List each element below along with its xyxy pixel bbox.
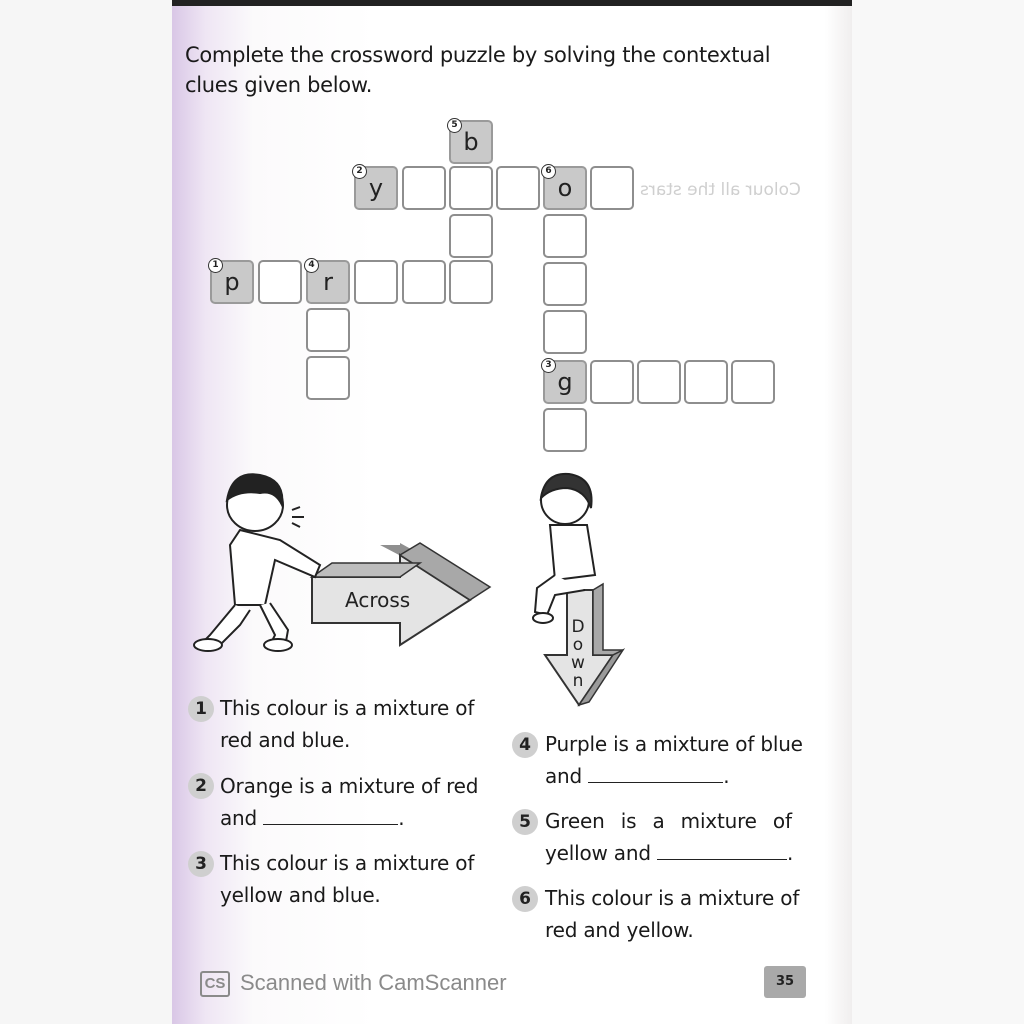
- crossword-cell[interactable]: [684, 360, 728, 404]
- clue-2-line-1: Orange is a mixture of red: [220, 774, 479, 798]
- clue-3-text: [220, 847, 474, 911]
- clue-2-text: [220, 770, 478, 834]
- camscanner-watermark-text: Scanned with CamScanner: [240, 970, 507, 995]
- clue-3-number: 3: [188, 851, 214, 877]
- clue-4-line-2-suffix: .: [723, 764, 730, 788]
- clue-4-text: [545, 728, 803, 792]
- clue-6-number: 6: [512, 886, 538, 912]
- clue-2-line-2: [220, 802, 478, 834]
- cell-letter: p: [224, 268, 240, 296]
- clue-3-line-1: This colour is a mixture of: [220, 851, 475, 875]
- clue-3-line-2: yellow and blue.: [220, 883, 381, 907]
- clue-4-number: 4: [512, 732, 538, 758]
- cell-letter: r: [323, 268, 333, 296]
- clue-number-1-marker: 1: [208, 258, 223, 273]
- camscanner-logo: CS: [200, 971, 230, 997]
- crossword-cell[interactable]: [496, 166, 540, 210]
- crossword-cell[interactable]: [543, 262, 587, 306]
- background-left: [0, 0, 172, 1024]
- clue-5-number: 5: [512, 809, 538, 835]
- down-label: Down: [571, 617, 585, 691]
- boy-figure: [194, 474, 320, 651]
- cell-letter: o: [557, 174, 573, 202]
- clue-5-line-2: [545, 837, 793, 869]
- crossword-cell[interactable]: [449, 166, 493, 210]
- clue-4-answer-blank[interactable]: [588, 764, 723, 783]
- clue-5-line-1: Green is a mixture of: [545, 809, 792, 833]
- crossword-cell-2-start[interactable]: [354, 166, 398, 210]
- crossword-cell[interactable]: [543, 214, 587, 258]
- clue-5-text: [545, 805, 793, 869]
- clue-2-line-2-suffix: .: [398, 806, 405, 830]
- crossword-cell[interactable]: [637, 360, 681, 404]
- crossword-cell-4-start[interactable]: [306, 260, 350, 304]
- background-right: [852, 0, 1024, 1024]
- cell-letter: y: [368, 174, 384, 202]
- page-top-edge: [172, 0, 852, 6]
- clue-1-text: [220, 692, 474, 756]
- clue-6-line-2: red and yellow.: [545, 918, 694, 942]
- crossword-cell[interactable]: [543, 310, 587, 354]
- instruction-line-1: Complete the crossword puzzle by solving the contextual: [185, 43, 771, 67]
- clue-number-2-marker: 2: [352, 164, 367, 179]
- crossword-cell-6-start[interactable]: [543, 166, 587, 210]
- crossword-cell-3-start[interactable]: [543, 360, 587, 404]
- clue-5-answer-blank[interactable]: [657, 841, 787, 860]
- clue-1-line-1: This colour is a mixture of: [220, 696, 475, 720]
- clue-5-line-2-suffix: .: [787, 841, 794, 865]
- clue-5-line-2-prefix: yellow and: [545, 841, 651, 865]
- clue-4-line-2-prefix: and: [545, 764, 583, 788]
- across-label: Across: [345, 588, 411, 612]
- clue-2-answer-blank[interactable]: [263, 806, 398, 825]
- crossword-cell[interactable]: [306, 356, 350, 400]
- crossword-cell[interactable]: [258, 260, 302, 304]
- clue-number-3-marker: 3: [541, 358, 556, 373]
- clue-4-line-2: [545, 760, 803, 792]
- clue-1-line-2: red and blue.: [220, 728, 351, 752]
- clue-2-number: 2: [188, 773, 214, 799]
- clue-4-line-1: Purple is a mixture of blue: [545, 732, 803, 756]
- crossword-cell[interactable]: [731, 360, 775, 404]
- clue-number-4-marker: 4: [304, 258, 319, 273]
- clue-6-text: [545, 882, 799, 946]
- crossword-cell[interactable]: [449, 214, 493, 258]
- clue-number-6-marker: 6: [541, 164, 556, 179]
- bleed-through-text: Colour all the stars: [640, 180, 801, 200]
- crossword-cell[interactable]: [590, 166, 634, 210]
- crossword-cell[interactable]: [354, 260, 398, 304]
- crossword-cell-1-start[interactable]: [210, 260, 254, 304]
- page-number: 35: [764, 966, 806, 998]
- clue-1-number: 1: [188, 696, 214, 722]
- clue-2-line-2-prefix: and: [220, 806, 258, 830]
- crossword-cell[interactable]: [402, 260, 446, 304]
- crossword-cell[interactable]: [543, 408, 587, 452]
- clue-6-line-1: This colour is a mixture of: [545, 886, 800, 910]
- instruction-line-2: clues given below.: [185, 73, 373, 97]
- crossword-cell[interactable]: [449, 260, 493, 304]
- crossword-cell[interactable]: [306, 308, 350, 352]
- cell-letter: b: [463, 128, 479, 156]
- cell-letter: g: [557, 368, 573, 396]
- crossword-cell[interactable]: [590, 360, 634, 404]
- crossword-cell-5-start[interactable]: [449, 120, 493, 164]
- crossword-cell[interactable]: [402, 166, 446, 210]
- instruction-text: [185, 40, 815, 100]
- boy-pushing-illustration: [180, 465, 500, 665]
- clue-number-5-marker: 5: [447, 118, 462, 133]
